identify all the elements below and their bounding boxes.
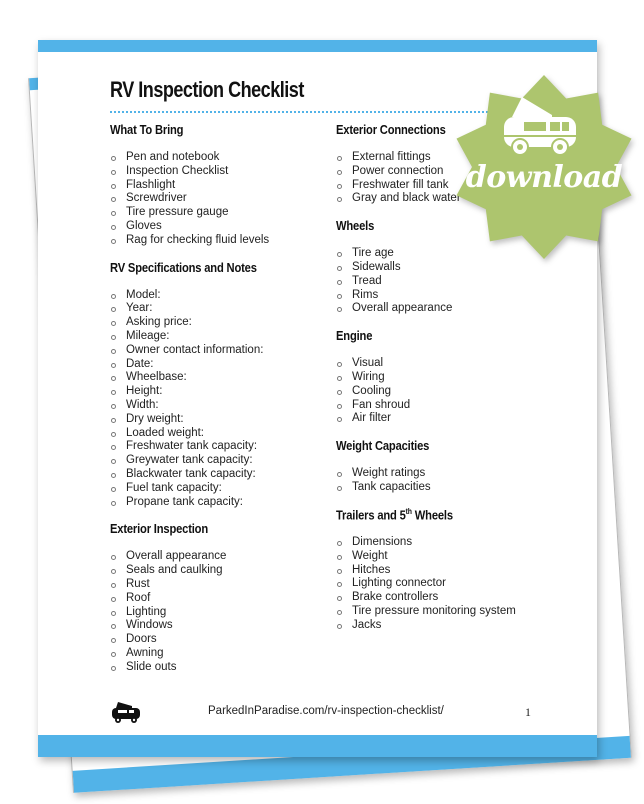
- section-heading: Exterior Connections: [336, 122, 446, 137]
- checklist-item: Flashlight: [110, 179, 335, 193]
- circle-bullet-icon: [337, 555, 342, 560]
- checklist-item: Rust: [110, 578, 335, 592]
- checklist-item: Fan shroud: [336, 399, 561, 413]
- checklist-item: Hitches: [336, 564, 561, 578]
- checklist-item: Air filter: [336, 412, 561, 426]
- checklist-item: Greywater tank capacity:: [110, 454, 335, 468]
- checklist-item: Freshwater tank capacity:: [110, 440, 335, 454]
- circle-bullet-icon: [111, 501, 116, 506]
- circle-bullet-icon: [111, 239, 116, 244]
- checklist-item: Asking price:: [110, 316, 335, 330]
- checklist-item: Gray and black water: [336, 192, 561, 206]
- section-heading: What To Bring: [110, 122, 184, 137]
- checklist-item: Dimensions: [336, 536, 561, 550]
- circle-bullet-icon: [337, 582, 342, 587]
- checklist-item: Tire pressure gauge: [110, 206, 335, 220]
- section-heading: Engine: [336, 328, 373, 344]
- checklist-item: Jacks: [336, 619, 561, 633]
- left-column: [110, 122, 335, 687]
- checklist-item: Fuel tank capacity:: [110, 482, 335, 496]
- checklist-item: Wheelbase:: [110, 371, 335, 385]
- checklist-item: Lighting connector: [336, 577, 561, 591]
- checklist-item: Height:: [110, 385, 335, 399]
- circle-bullet-icon: [111, 335, 116, 340]
- circle-bullet-icon: [337, 404, 342, 409]
- circle-bullet-icon: [337, 266, 342, 271]
- checklist-item: Mileage:: [110, 330, 335, 344]
- circle-bullet-icon: [337, 624, 342, 629]
- circle-bullet-icon: [111, 363, 116, 368]
- circle-bullet-icon: [337, 390, 342, 395]
- section-heading: RV Specifications and Notes: [110, 259, 257, 275]
- circle-bullet-icon: [111, 404, 116, 409]
- checklist-item: Tire pressure monitoring system: [336, 605, 561, 619]
- checklist-item: Blackwater tank capacity:: [110, 468, 335, 482]
- download-badge[interactable]: [447, 70, 644, 270]
- circle-bullet-icon: [337, 197, 342, 202]
- checklist-item: Weight ratings: [336, 467, 561, 481]
- checklist-item: Visual: [336, 357, 561, 371]
- circle-bullet-icon: [111, 156, 116, 161]
- checklist-item: Brake controllers: [336, 591, 561, 605]
- checklist-item: Pen and notebook: [110, 151, 335, 165]
- checklist-item: Rag for checking fluid levels: [110, 234, 335, 248]
- circle-bullet-icon: [111, 184, 116, 189]
- checklist-item: Doors: [110, 633, 335, 647]
- circle-bullet-icon: [111, 349, 116, 354]
- checklist-item: Tank capacities: [336, 481, 561, 495]
- checklist-section: [336, 507, 561, 633]
- checklist-item: Overall appearance: [336, 302, 561, 316]
- circle-bullet-icon: [111, 459, 116, 464]
- checklist-section: [110, 260, 335, 510]
- page-top-band: [38, 40, 597, 52]
- checklist-item: Propane tank capacity:: [110, 496, 335, 510]
- circle-bullet-icon: [111, 197, 116, 202]
- checklist-section: [336, 438, 561, 495]
- section-heading: Trailers and 5th Wheels: [336, 506, 453, 523]
- circle-bullet-icon: [337, 541, 342, 546]
- checklist-item: Date:: [110, 358, 335, 372]
- checklist-item: Windows: [110, 619, 335, 633]
- page-bottom-band: [38, 735, 597, 757]
- checklist-item: Dry weight:: [110, 413, 335, 427]
- circle-bullet-icon: [111, 376, 116, 381]
- section-heading: Wheels: [336, 218, 375, 234]
- circle-bullet-icon: [111, 294, 116, 299]
- section-heading: Weight Capacities: [336, 438, 430, 454]
- circle-bullet-icon: [111, 583, 116, 588]
- checklist-section: [110, 122, 335, 248]
- circle-bullet-icon: [111, 624, 116, 629]
- circle-bullet-icon: [111, 473, 116, 478]
- circle-bullet-icon: [111, 445, 116, 450]
- checklist-item: Cooling: [336, 385, 561, 399]
- circle-bullet-icon: [337, 156, 342, 161]
- van-icon: [110, 702, 142, 724]
- checklist-item: Overall appearance: [110, 550, 335, 564]
- section-heading: Exterior Inspection: [110, 521, 208, 537]
- circle-bullet-icon: [111, 666, 116, 671]
- circle-bullet-icon: [111, 170, 116, 175]
- circle-bullet-icon: [111, 597, 116, 602]
- circle-bullet-icon: [111, 225, 116, 230]
- circle-bullet-icon: [111, 321, 116, 326]
- circle-bullet-icon: [111, 418, 116, 423]
- circle-bullet-icon: [111, 432, 116, 437]
- download-label[interactable]: download: [465, 160, 623, 195]
- circle-bullet-icon: [337, 184, 342, 189]
- circle-bullet-icon: [111, 555, 116, 560]
- checklist-item: Roof: [110, 592, 335, 606]
- checklist-item: Sidewalls: [336, 261, 561, 275]
- circle-bullet-icon: [337, 596, 342, 601]
- circle-bullet-icon: [337, 610, 342, 615]
- checklist-item: Rims: [336, 289, 561, 303]
- circle-bullet-icon: [111, 307, 116, 312]
- circle-bullet-icon: [337, 294, 342, 299]
- checklist-item: Power connection: [336, 165, 561, 179]
- circle-bullet-icon: [337, 569, 342, 574]
- circle-bullet-icon: [111, 390, 116, 395]
- checklist-item: Screwdriver: [110, 192, 335, 206]
- checklist-item: Tread: [336, 275, 561, 289]
- circle-bullet-icon: [111, 569, 116, 574]
- circle-bullet-icon: [337, 307, 342, 312]
- checklist-section: [336, 328, 561, 426]
- circle-bullet-icon: [111, 652, 116, 657]
- checklist-item: Lighting: [110, 606, 335, 620]
- page-number: 1: [525, 705, 531, 719]
- checklist-item: Year:: [110, 302, 335, 316]
- circle-bullet-icon: [337, 376, 342, 381]
- checklist-item: Weight: [336, 550, 561, 564]
- checklist-item: Model:: [110, 289, 335, 303]
- circle-bullet-icon: [111, 487, 116, 492]
- checklist-item: Awning: [110, 647, 335, 661]
- checklist-item: Tire age: [336, 247, 561, 261]
- checklist-item: Inspection Checklist: [110, 165, 335, 179]
- circle-bullet-icon: [337, 472, 342, 477]
- checklist-item: External fittings: [336, 151, 561, 165]
- checklist-item: Seals and caulking: [110, 564, 335, 578]
- circle-bullet-icon: [337, 362, 342, 367]
- checklist-item: Width:: [110, 399, 335, 413]
- circle-bullet-icon: [111, 638, 116, 643]
- checklist-item: Freshwater fill tank: [336, 179, 561, 193]
- checklist-item: Loaded weight:: [110, 427, 335, 441]
- circle-bullet-icon: [337, 486, 342, 491]
- circle-bullet-icon: [111, 611, 116, 616]
- circle-bullet-icon: [111, 211, 116, 216]
- circle-bullet-icon: [337, 417, 342, 422]
- checklist-item: Wiring: [336, 371, 561, 385]
- circle-bullet-icon: [337, 170, 342, 175]
- checklist-item: Gloves: [110, 220, 335, 234]
- circle-bullet-icon: [337, 252, 342, 257]
- circle-bullet-icon: [337, 280, 342, 285]
- checklist-item: Owner contact information:: [110, 344, 335, 358]
- footer-url: ParkedInParadise.com/rv-inspection-checklist/: [208, 705, 444, 717]
- checklist-section: [110, 521, 335, 674]
- page-title: RV Inspection Checklist: [110, 77, 304, 102]
- checklist-item: Slide outs: [110, 661, 335, 675]
